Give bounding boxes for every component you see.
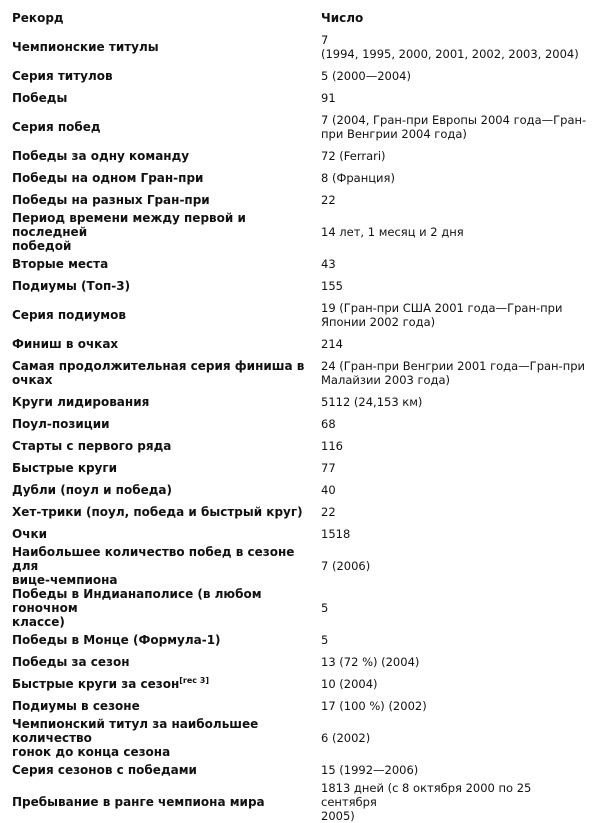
record-value: [315, 545, 596, 587]
record-row: [6, 87, 596, 109]
record-row: [6, 189, 596, 211]
record-value-text: 13 (72 %) (2004): [321, 655, 420, 669]
record-row: [6, 457, 596, 479]
record-label: [6, 629, 315, 651]
record-value: [315, 629, 596, 651]
record-row: [6, 501, 596, 523]
record-label-text: Победы: [12, 91, 68, 105]
record-row: [6, 355, 596, 391]
record-label: [6, 587, 315, 629]
record-value: [315, 65, 596, 87]
record-value-text: 7: [321, 33, 329, 47]
record-value: [315, 651, 596, 673]
record-row: [6, 167, 596, 189]
record-label-text: Серия побед: [12, 120, 101, 134]
record-value: [315, 479, 596, 501]
record-value-text: 1518: [321, 527, 351, 541]
record-value-text: 8 (Франция): [321, 171, 395, 185]
record-value: [315, 587, 596, 629]
record-value-text: 17 (100 %) (2002): [321, 699, 427, 713]
record-value-text: 5112 (24,153 км): [321, 395, 423, 409]
record-row: [6, 629, 596, 651]
record-value-text: 19 (Гран-при США 2001 года—Гран-при: [321, 301, 563, 315]
record-label: [6, 479, 315, 501]
record-label-text: Период времени между первой и последней: [12, 211, 246, 239]
record-value-text-cont: при Венгрии 2004 года): [321, 127, 467, 141]
record-label-text-cont: классе): [12, 615, 65, 629]
record-value-text: 72 (Ferrari): [321, 149, 386, 163]
record-value: [315, 109, 596, 145]
record-row: [6, 65, 596, 87]
record-label: [6, 651, 315, 673]
record-value-text: 7 (2004, Гран-при Европы 2004 года—Гран-: [321, 113, 587, 127]
record-value-text: 14 лет, 1 месяц и 2 дня: [321, 225, 464, 239]
record-label-text-cont: победой: [12, 239, 72, 253]
record-value: [315, 29, 596, 65]
record-label-text: Наибольшее количество побед в сезоне для: [12, 545, 295, 573]
record-row: [6, 275, 596, 297]
record-value: [315, 87, 596, 109]
record-value: [315, 333, 596, 355]
record-label-text-cont: гонок до конца сезона: [12, 745, 171, 759]
record-value-text-cont: (1994, 1995, 2000, 2001, 2002, 2003, 2004): [321, 47, 579, 61]
record-value: [315, 211, 596, 253]
record-label: [6, 87, 315, 109]
record-row: [6, 29, 596, 65]
record-value-text: 5 (2000—2004): [321, 69, 411, 83]
record-label: [6, 435, 315, 457]
record-label-text: Очки: [12, 527, 47, 541]
record-label-text-cont: вице-чемпиона: [12, 573, 118, 587]
record-value: [315, 253, 596, 275]
record-row: [6, 413, 596, 435]
record-value: [315, 145, 596, 167]
record-value: [315, 457, 596, 479]
record-label-text: Быстрые круги: [12, 461, 118, 475]
record-value-text: 40: [321, 483, 336, 497]
record-label-text: Чемпионский титул за наибольшее количество: [12, 717, 259, 745]
record-value-text: 5: [321, 633, 329, 647]
record-label: [6, 333, 315, 355]
record-label-text: Пребывание в ранге чемпиона мира: [12, 795, 265, 809]
record-row: [6, 391, 596, 413]
record-value: [315, 695, 596, 717]
record-label-text: Серия титулов: [12, 69, 113, 83]
record-label-text: Победы на одном Гран-при: [12, 171, 204, 185]
record-label: [6, 275, 315, 297]
record-row: [6, 211, 596, 253]
record-label-text: Чемпионские титулы: [12, 40, 159, 54]
record-label-text: Подиумы (Топ-3): [12, 279, 131, 293]
record-value-text: 77: [321, 461, 336, 475]
record-label-text: Финиш в очках: [12, 337, 119, 351]
record-label: [6, 391, 315, 413]
record-value: [315, 391, 596, 413]
record-label: [6, 457, 315, 479]
record-label: [6, 759, 315, 781]
header-record: Рекорд: [12, 11, 64, 25]
record-value-text: 68: [321, 417, 336, 431]
record-value: [315, 435, 596, 457]
record-row: [6, 781, 596, 823]
record-label-text: Дубли (поул и победа): [12, 483, 172, 497]
record-label-text: Серия подиумов: [12, 308, 126, 322]
record-value: [315, 717, 596, 759]
record-value-text: 5: [321, 601, 329, 615]
reference-note[interactable]: [rec 3]: [179, 676, 210, 685]
record-row: [6, 587, 596, 629]
record-value-text: 91: [321, 91, 336, 105]
record-label: [6, 781, 315, 823]
record-row: [6, 717, 596, 759]
record-row: [6, 109, 596, 145]
record-label-text: Хет-трики (поул, победа и быстрый круг): [12, 505, 303, 519]
record-label: [6, 413, 315, 435]
record-label-text: Самая продолжительная серия финиша в: [12, 359, 305, 373]
record-row: [6, 695, 596, 717]
record-row: [6, 523, 596, 545]
record-row: [6, 651, 596, 673]
record-value-text: 43: [321, 257, 336, 271]
record-label: [6, 211, 315, 253]
record-value-text-cont: Японии 2002 года): [321, 315, 436, 329]
record-label: [6, 673, 315, 695]
record-value-text: 22: [321, 193, 336, 207]
record-label-text: Быстрые круги за сезон: [12, 677, 180, 691]
record-value-text: 24 (Гран-при Венгрии 2001 года—Гран-при: [321, 359, 586, 373]
record-value-text: 116: [321, 439, 343, 453]
record-value-text: 1813 дней (с 8 октября 2000 по 25 сентября: [321, 781, 532, 809]
record-label: [6, 501, 315, 523]
record-label: [6, 297, 315, 333]
record-value-text: 22: [321, 505, 336, 519]
record-label: [6, 189, 315, 211]
record-label: [6, 695, 315, 717]
record-value-text: 214: [321, 337, 343, 351]
record-value-text: 6 (2002): [321, 731, 371, 745]
record-value: [315, 759, 596, 781]
record-value: [315, 355, 596, 391]
record-value: [315, 523, 596, 545]
record-label: [6, 355, 315, 391]
record-value: [315, 297, 596, 333]
record-value: [315, 501, 596, 523]
records-table: [6, 7, 596, 823]
record-row: [6, 435, 596, 457]
record-label-text: Победы на разных Гран-при: [12, 193, 210, 207]
record-value: [315, 413, 596, 435]
header-row: [6, 7, 596, 29]
record-value: [315, 167, 596, 189]
record-label: [6, 545, 315, 587]
record-value: [315, 275, 596, 297]
record-label: [6, 253, 315, 275]
record-row: [6, 333, 596, 355]
record-value-text: 15 (1992—2006): [321, 763, 419, 777]
header-number: Число: [321, 11, 364, 25]
record-label-text: Старты с первого ряда: [12, 439, 172, 453]
record-row: [6, 145, 596, 167]
record-row: [6, 759, 596, 781]
record-label: [6, 717, 315, 759]
record-row: [6, 297, 596, 333]
record-value: [315, 673, 596, 695]
record-row: [6, 545, 596, 587]
record-value-text: 155: [321, 279, 343, 293]
record-value-text: 7 (2006): [321, 559, 371, 573]
record-value-text-cont: 2005): [321, 809, 355, 823]
record-row: [6, 479, 596, 501]
record-value-text-cont: Малайзии 2003 года): [321, 373, 451, 387]
record-row: [6, 673, 596, 695]
record-label: [6, 167, 315, 189]
record-label-text: Победы в Индианаполисе (в любом гоночном: [12, 587, 262, 615]
record-label-text: Победы в Монце (Формула-1): [12, 633, 221, 647]
record-label: [6, 29, 315, 65]
record-label: [6, 523, 315, 545]
record-label: [6, 65, 315, 87]
record-row: [6, 253, 596, 275]
record-label-text: Серия сезонов с победами: [12, 763, 197, 777]
record-label: [6, 145, 315, 167]
record-label-text: Вторые места: [12, 257, 109, 271]
record-value: [315, 189, 596, 211]
record-label-text: Победы за сезон: [12, 655, 130, 669]
record-label-text: Победы за одну команду: [12, 149, 190, 163]
record-value-text: 10 (2004): [321, 677, 378, 691]
record-label-text: Круги лидирования: [12, 395, 150, 409]
record-label-text: Поул-позиции: [12, 417, 110, 431]
record-label: [6, 109, 315, 145]
record-value: [315, 781, 596, 823]
record-label-text-cont: очках: [12, 373, 53, 387]
record-label-text: Подиумы в сезоне: [12, 699, 140, 713]
